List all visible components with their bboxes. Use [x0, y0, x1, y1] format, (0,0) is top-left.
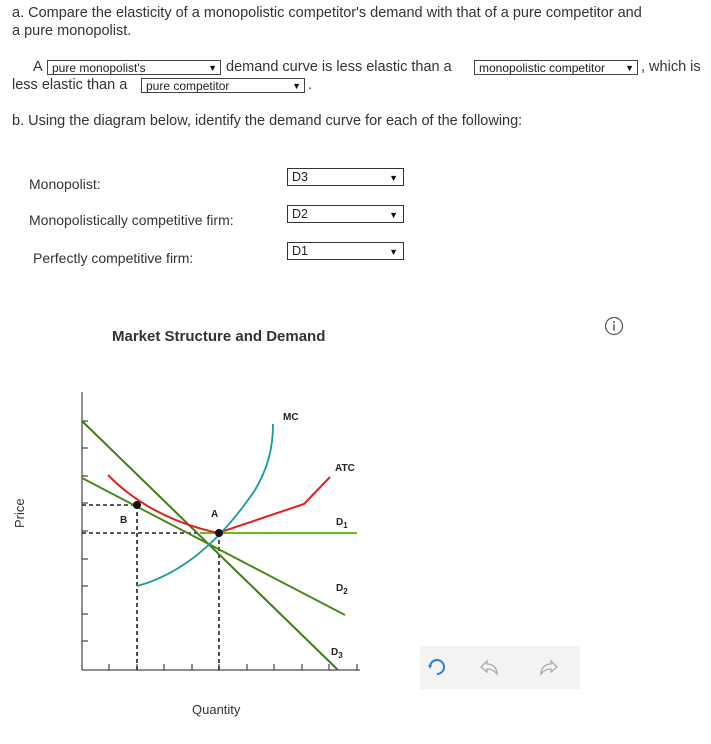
y-axis-label: Price: [12, 498, 27, 528]
perfect-competitor-dropdown-value: D1: [292, 244, 308, 258]
d1-label-main: D: [336, 517, 344, 528]
perfect-competitor-label: Perfectly competitive firm:: [33, 250, 194, 266]
point-b-marker: [133, 501, 141, 509]
question-a-end: .: [308, 77, 313, 93]
chevron-down-icon: ▼: [625, 63, 634, 73]
d3-label: [331, 647, 343, 660]
monopolistic-competitor-dropdown-value: D2: [292, 207, 308, 221]
monopolist-label: Monopolist:: [29, 176, 101, 192]
dropdown-2-value: monopolistic competitor: [479, 61, 606, 75]
question-a-middle: demand curve is less elastic than a: [226, 59, 452, 75]
chevron-down-icon: ▼: [292, 81, 301, 91]
y-axis-ticks: [82, 421, 88, 641]
d3-label-sub: 3: [338, 651, 343, 660]
d2-label-main: D: [336, 583, 344, 594]
monopolist-dropdown-value: D3: [292, 170, 308, 184]
question-a-line4-prefix: less elastic than a: [12, 77, 128, 93]
question-a-suffix: , which is: [641, 59, 701, 75]
dropdown-1-value: pure monopolist's: [52, 61, 146, 75]
dashed-guides: [82, 505, 219, 670]
chevron-down-icon: ▼: [389, 247, 398, 257]
question-b-text: b. Using the diagram below, identify the demand curve for each of the following:: [12, 113, 523, 129]
chevron-down-icon: ▼: [389, 210, 398, 220]
d2-label-sub: 2: [343, 587, 348, 596]
chevron-down-icon: ▼: [208, 63, 217, 73]
d2-curve: [82, 478, 345, 615]
atc-curve: [108, 475, 330, 533]
point-a-label: A: [211, 509, 219, 520]
chevron-down-icon: ▼: [389, 173, 398, 183]
x-axis-label: Quantity: [192, 702, 241, 717]
undo-icon[interactable]: [478, 658, 500, 678]
question-a-line1: a. Compare the elasticity of a monopolistic competitor's demand with that of a pure competitor and: [12, 5, 642, 21]
dropdown-3-value: pure competitor: [146, 79, 230, 93]
point-a-marker: [215, 529, 223, 537]
d1-label-sub: 1: [343, 521, 348, 530]
chart-title: Market Structure and Demand: [112, 328, 326, 345]
monopolistic-competitor-label: Monopolistically competitive firm:: [29, 212, 234, 228]
d3-label-main: D: [331, 647, 339, 658]
mc-label: MC: [283, 412, 299, 423]
graph-toolbar: [420, 646, 580, 689]
question-a-prefix: A: [33, 59, 43, 75]
reset-icon[interactable]: [426, 656, 448, 678]
mc-curve: [137, 424, 273, 586]
redo-icon[interactable]: [538, 658, 560, 678]
atc-label: ATC: [335, 463, 355, 474]
d1-label: [336, 517, 348, 530]
x-axis-ticks: [109, 664, 357, 670]
d2-label: [336, 583, 348, 596]
point-b-label: B: [120, 515, 128, 526]
question-a-line2: a pure monopolist.: [12, 23, 132, 39]
